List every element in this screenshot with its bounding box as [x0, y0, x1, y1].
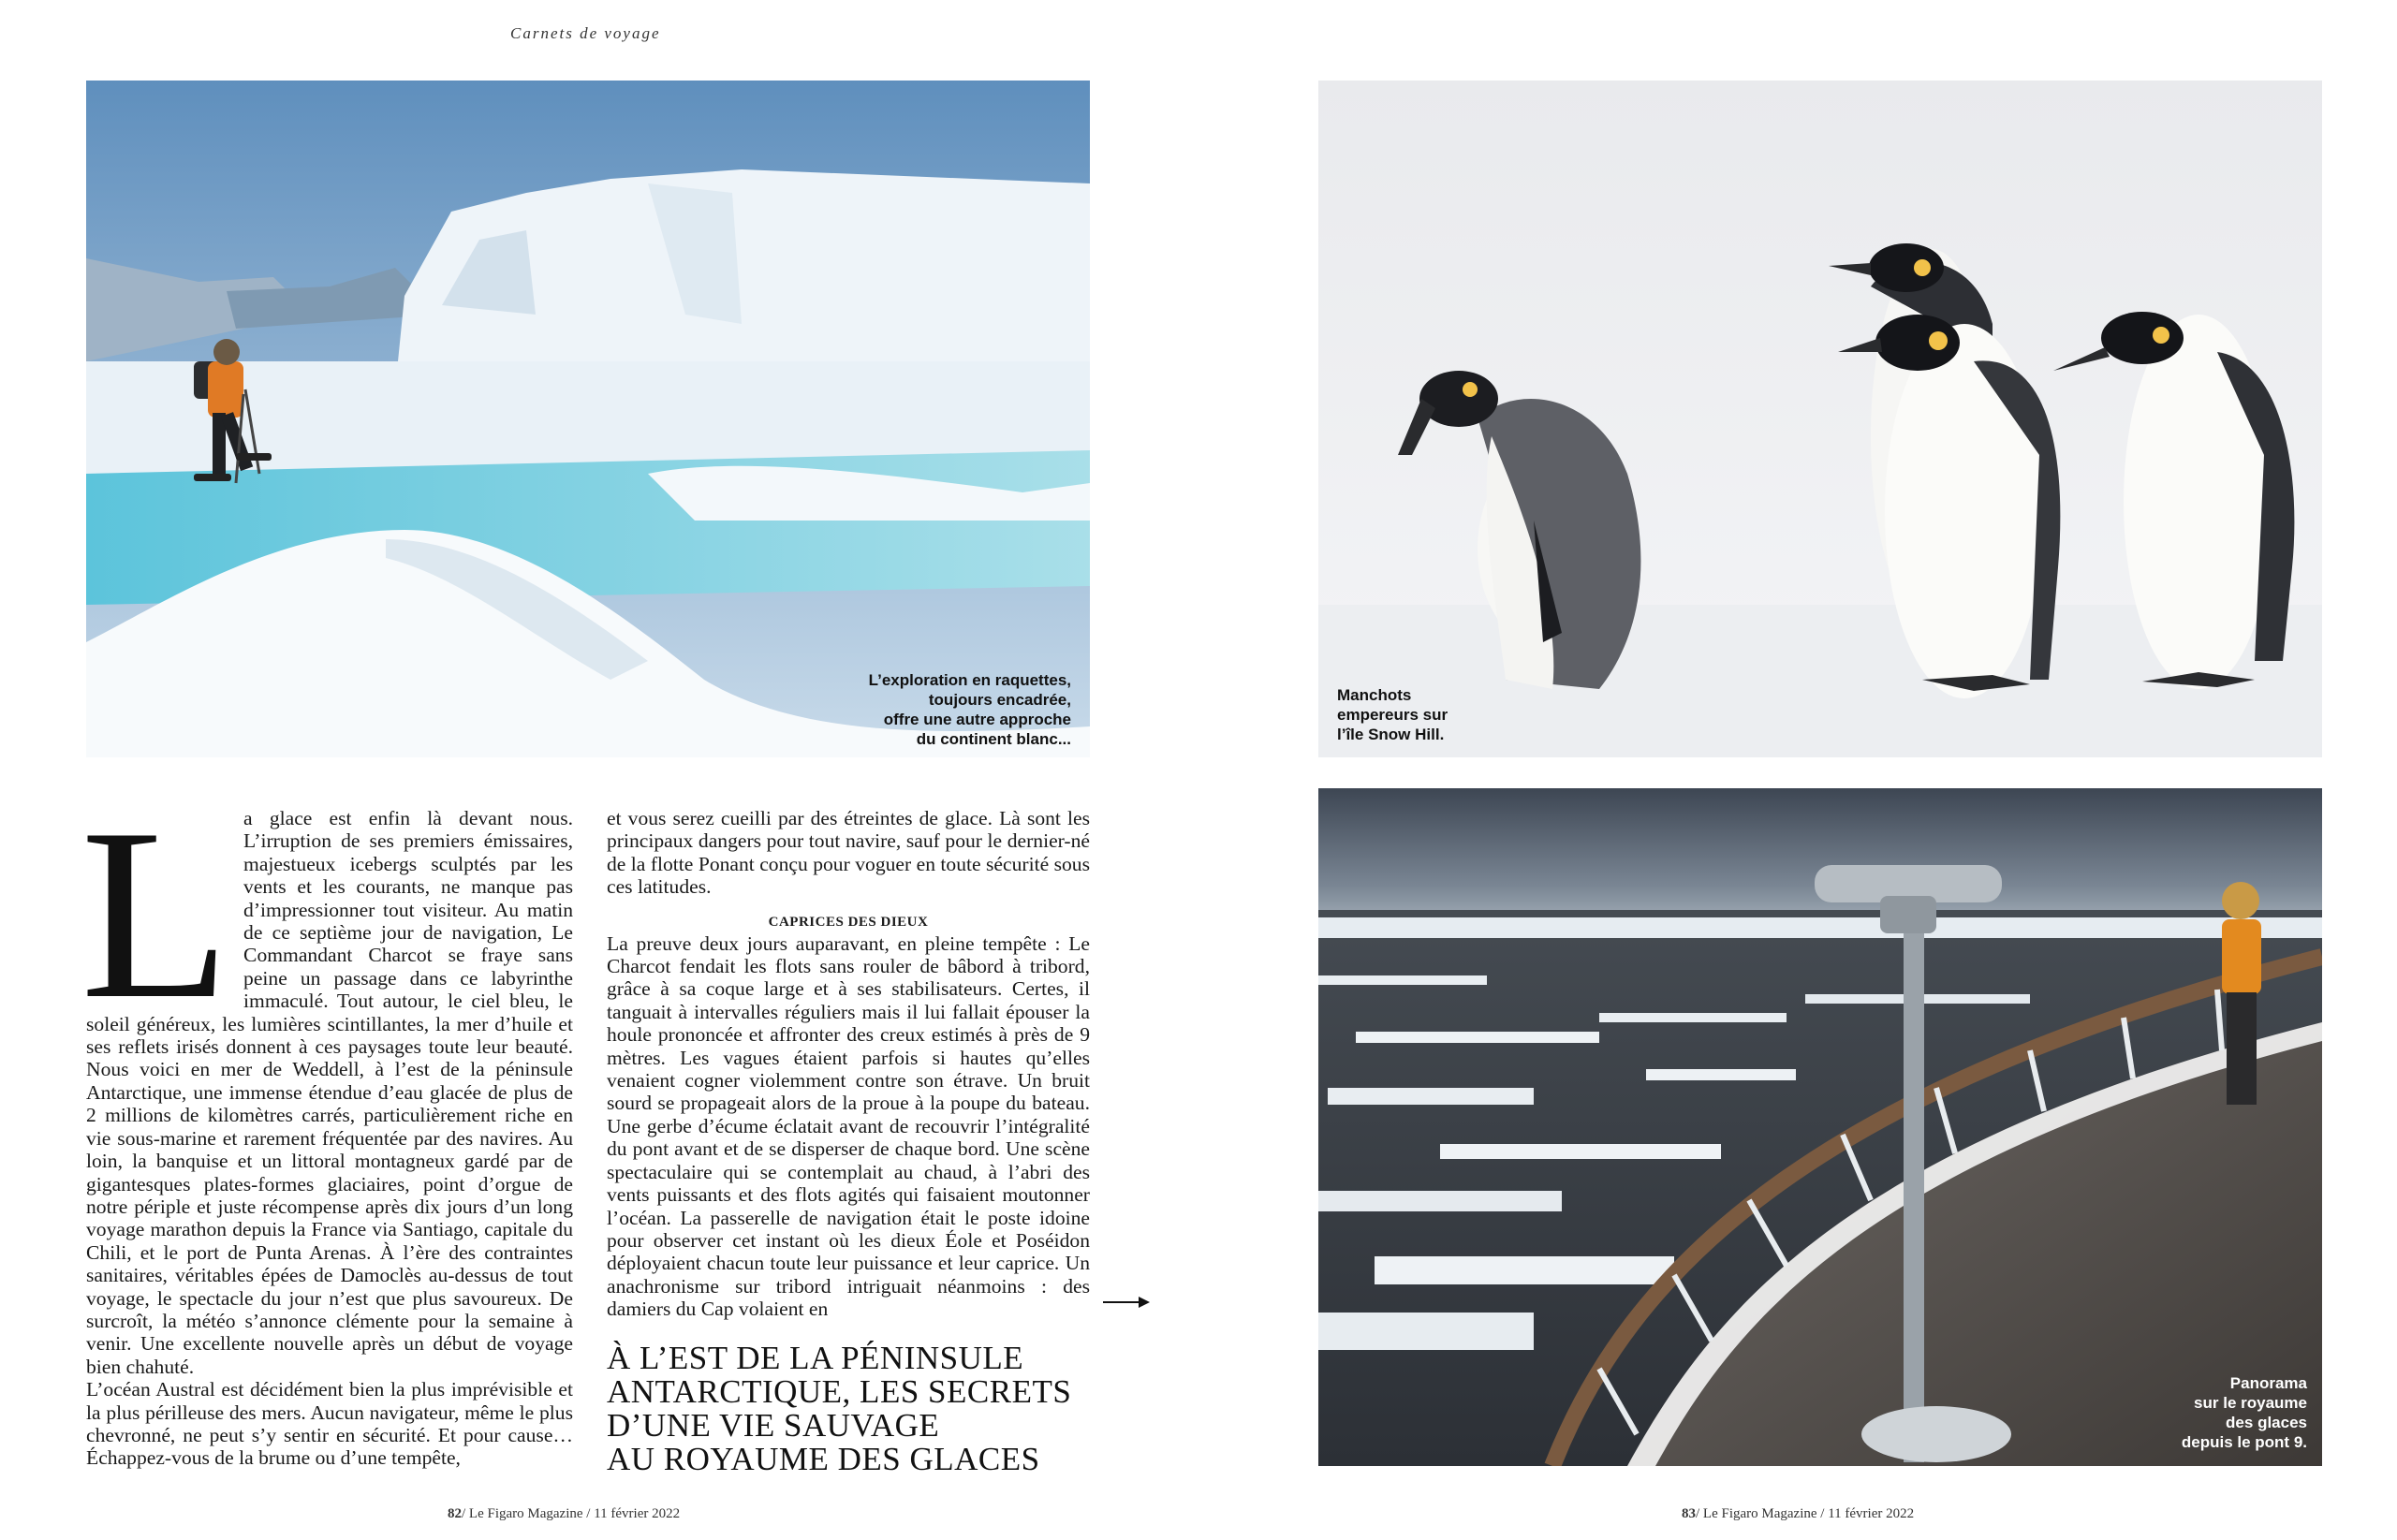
article-subhead: CAPRICES DES DIEUX	[768, 914, 929, 930]
article-headline: À L’EST DE LA PÉNINSULE ANTARCTIQUE, LES SECRETS D’UNE VIE SAUVAGE AU ROYAUME DES GLACES	[607, 1340, 1072, 1477]
ship-deck-caption: Panorama sur le royaume des glaces depuis le pont 9.	[2181, 1374, 2307, 1451]
article-paragraph: et vous serez cueilli par des étreintes de glace. Là sont les principaux dangers pour tout navire, sauf pour le dernier-né de la flotte Ponant conçu pour voguer en toute sécurité sous ces latitudes.	[607, 807, 1090, 899]
left-page-folio: 82/ Le Figaro Magazine / 11 février 2022	[448, 1506, 681, 1521]
continue-arrow-icon	[1103, 1296, 1150, 1309]
right-page-folio: 83/ Le Figaro Magazine / 11 février 2022	[1682, 1506, 1915, 1521]
article-column-1	[81, 778, 573, 1470]
article-paragraph: La preuve deux jours auparavant, en pleine tempête : Le Charcot fendait les flots sans rouler de bâbord à tribord, grâce à sa coque large et à ses stabilisateurs. Certes, il tanguait à intervalles réguliers mais il lui fallait épouser la houle prononcée et affronter des creux estimés à près de 9 mètres. Les vagues étaient parfois si hautes qu’elles venaient cogner violemment contre son étrave. Un bruit sourd se propageait alors de la proue à la poupe du bateau. Une gerbe d’écume éclatait avant de recouvrir l’intégralité du pont avant et de se disperser de chaque bord. Une scène spectaculaire qui se contemplait au chaud, à l’abri des vents puissants et des flots agités qui faisaient moutonner l’océan. La passerelle de navigation était le poste idoine pour observer cet instant où les dieux Éole et Poséidon déployaient chacun toute leur puissance et leur caprice. Un anachronisme sur tribord intriguait néanmoins : des damiers du Cap volaient en	[607, 931, 1090, 1321]
hiker-caption: L’exploration en raquettes, toujours encadrée, offre une autre approche du continent blanc...	[868, 671, 1071, 748]
article-column-2	[607, 807, 1090, 1321]
ship-deck-photo	[1318, 788, 2322, 1466]
article-paragraph: a glace est enfin là devant nous. L’irruption de ses premiers émissaires, majestueux icebergs sculptés par les vents et les courants, ne manque pas d’impressionner tout visiteur. Au matin de ce septième jour de navigation, Le Commandant Charcot se fraye sans peine un passage dans ce labyrinthe immaculé. Tout autour, le ciel bleu, le soleil généreux, les lumières scintillantes, la mer d’huile et ses reflets irisés donnent à ces paysages toute leur beauté. Nous voici en mer de Weddell, à l’est de la péninsule Antarctique, une immense étendue d’eau glacée de plus de 2 millions de kilomètres carrés, particulièrement riche en vie sous-marine et rarement fréquentée par des navires. Au loin, la banquise et un littoral montagneux gardé par de gigantesques plates-formes glaciaires, point d’orgue de notre périple et juste récompense après dix jours d’un long voyage marathon depuis la France via Santiago, capitale du Chili, et le port de Punta Arenas. À l’ère des contraintes sanitaires, véritables épées de Damoclès au-dessus de tout voyage, le spectacle du jour n’est que plus savoureux. De surcroît, la météo s’annonce clémente pour la semaine à venir. Une excellente nouvelle après un début de voyage bien chahuté.	[86, 807, 573, 1378]
right-page-number: 83	[1682, 1506, 1696, 1521]
article-paragraph: L’océan Austral est décidément bien la plus imprévisible et la plus périlleuse des mers. Aucun navigateur, même le plus chevronné, ne peut s’y sentir en sécurité. Et pour cause… Échappez-vous de la brume ou d’une tempête,	[86, 1378, 573, 1470]
section-rubric: Carnets de voyage	[510, 24, 661, 42]
penguins-photo	[1318, 81, 2322, 757]
left-page-number: 82	[448, 1506, 462, 1521]
hiker-photo	[86, 81, 1090, 757]
penguins-caption: Manchots empereurs sur l’île Snow Hill.	[1337, 686, 1448, 743]
drop-cap: L	[81, 778, 231, 1049]
